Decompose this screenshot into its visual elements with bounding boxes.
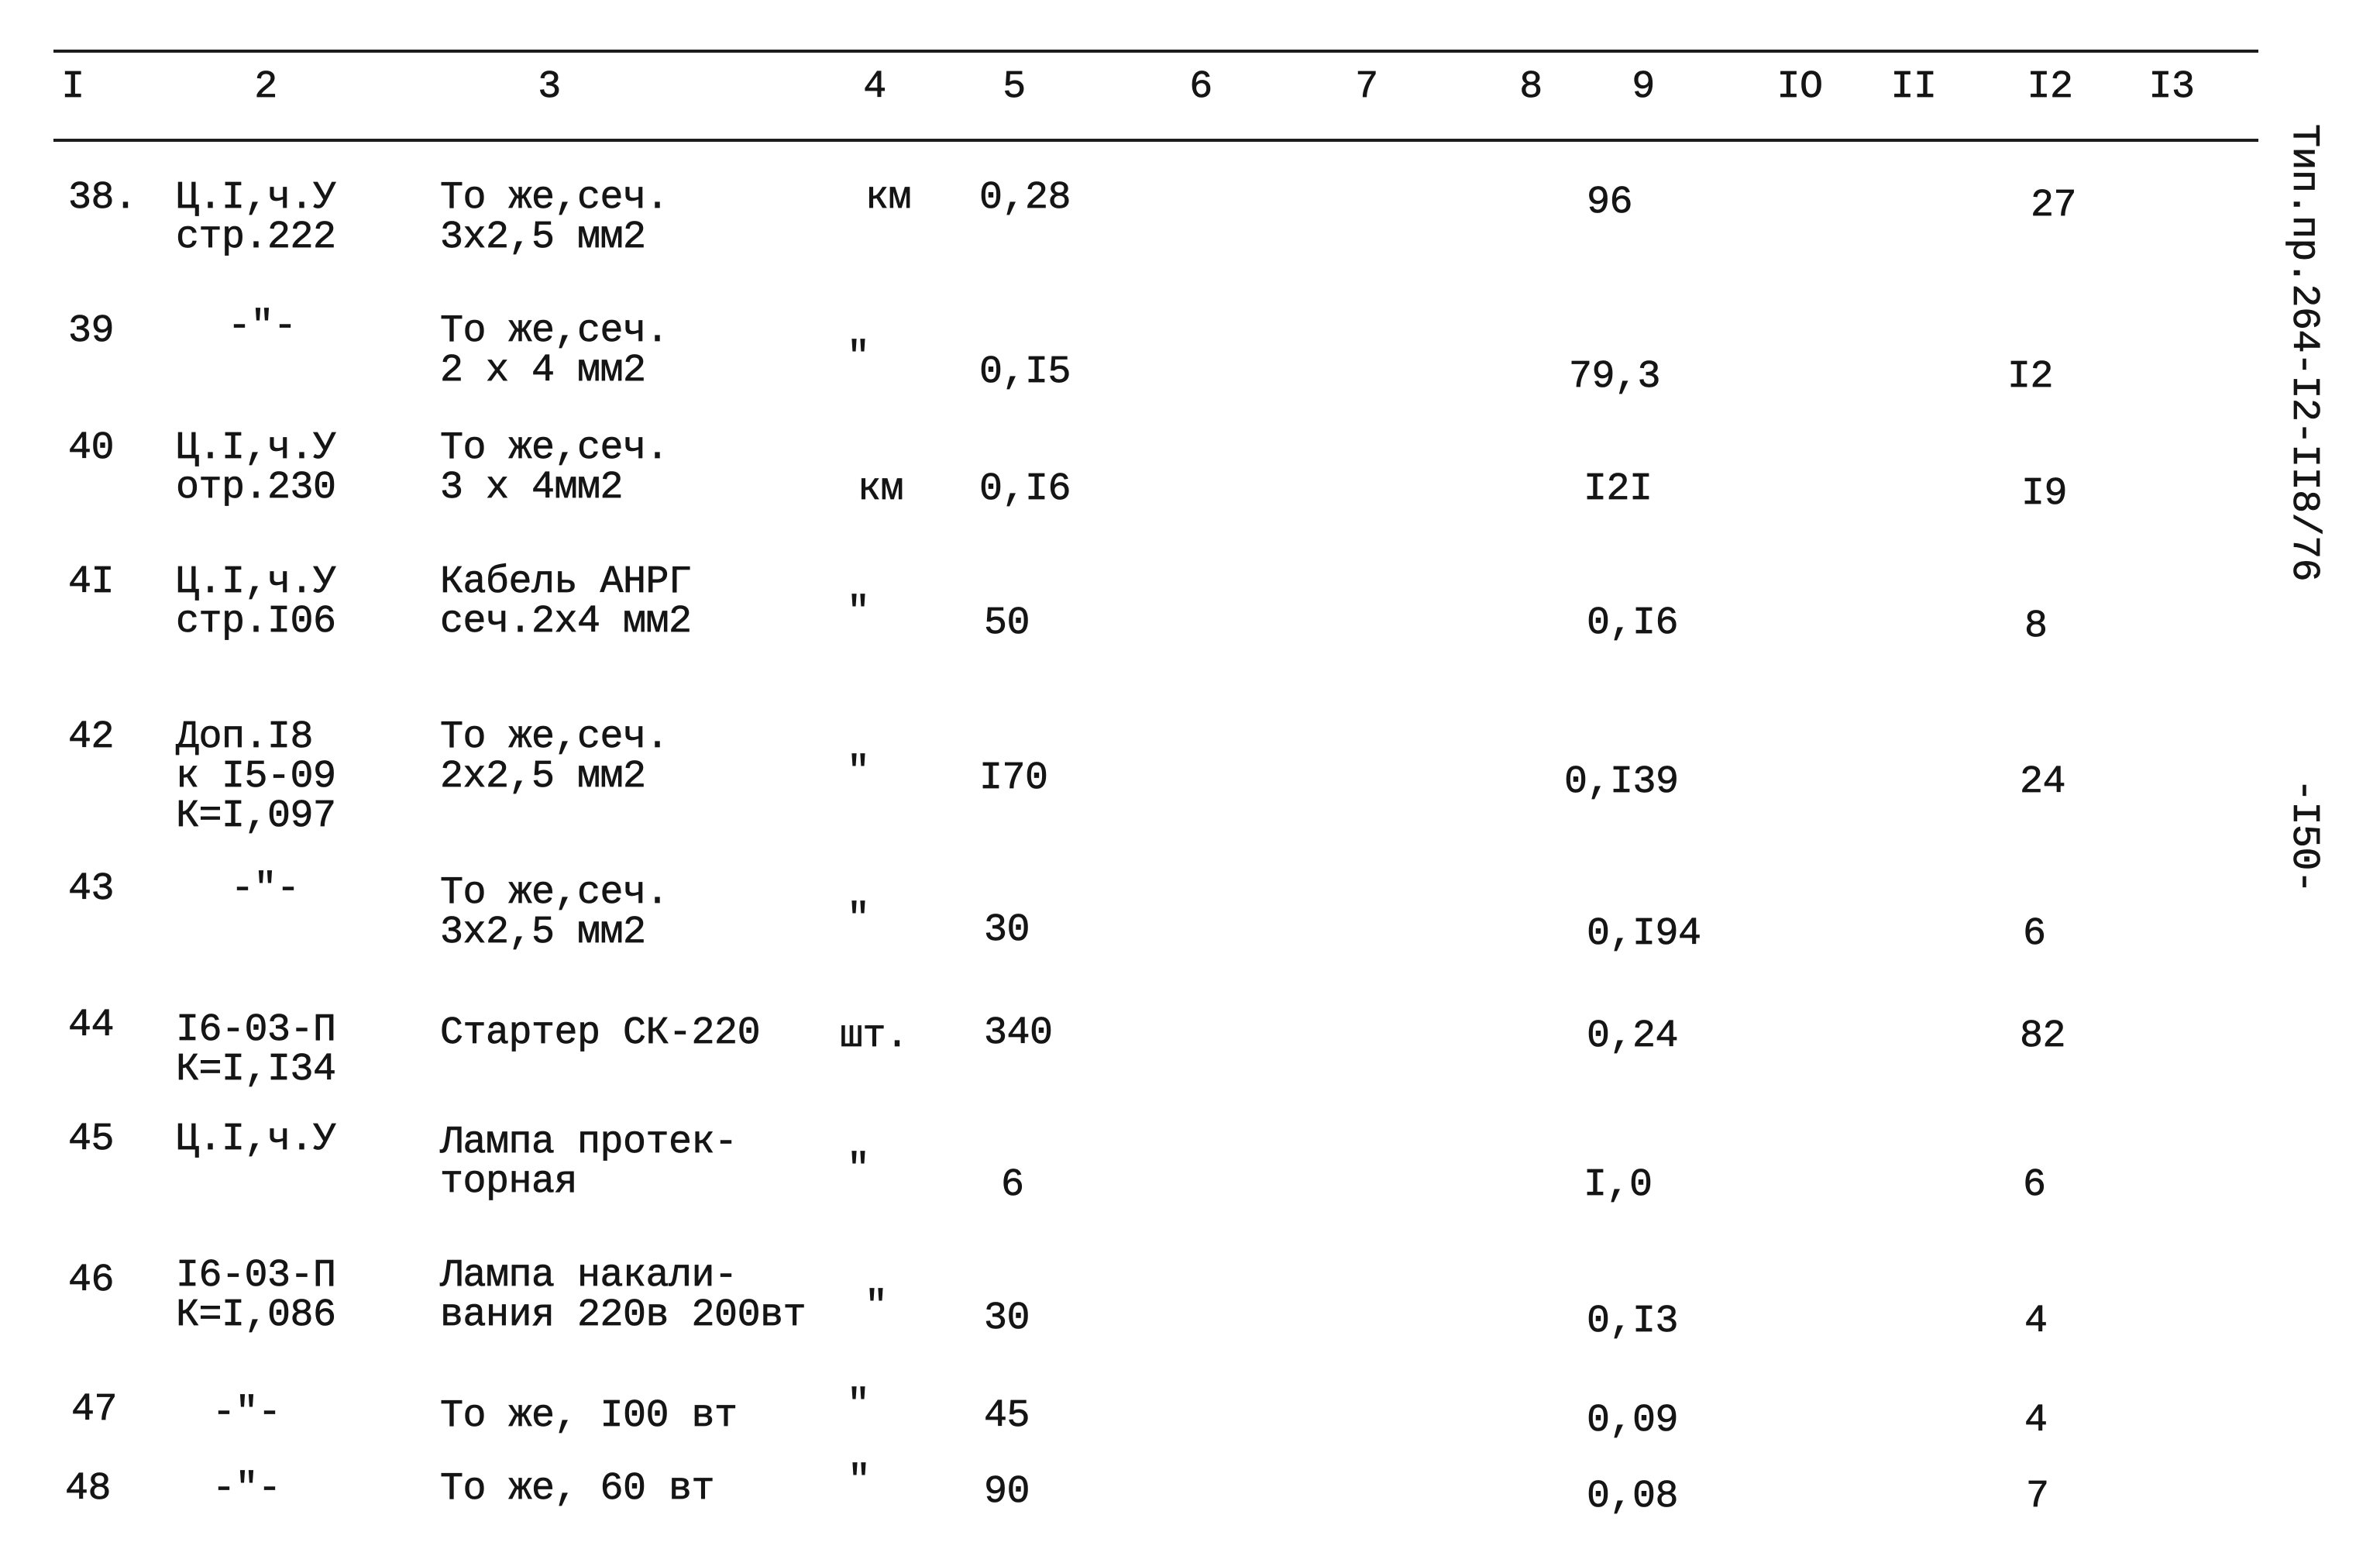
quantity-cell: 0,28 (979, 176, 1071, 220)
col12-value: 6 (2023, 912, 2046, 956)
reference-cell: I6-03-П К=I,086 (176, 1254, 336, 1337)
unit-cell: " (847, 1383, 870, 1427)
quantity-cell: 50 (984, 601, 1030, 645)
col12-value: 27 (2031, 184, 2077, 228)
col9-value: 0,I3 (1587, 1300, 1679, 1344)
column-header-2: 2 (254, 65, 277, 109)
item-name-cell: То же,сеч. 3 х 4мм2 (440, 426, 669, 510)
col9-value: 0,08 (1587, 1475, 1679, 1519)
col12-value: 82 (2020, 1014, 2066, 1059)
col12-value: 4 (2024, 1399, 2048, 1443)
column-header-3: 3 (538, 65, 561, 109)
row-number: 4I (68, 560, 115, 604)
item-name-cell: То же,сеч. 3х2,5 мм2 (440, 871, 669, 955)
col12-value: 4 (2024, 1300, 2048, 1344)
row-number: 47 (71, 1388, 118, 1432)
reference-cell: -"- (212, 1391, 281, 1435)
quantity-cell: 6 (1001, 1163, 1024, 1207)
unit-cell: " (847, 590, 870, 635)
item-name-cell: Стартер СК-220 (440, 1011, 761, 1055)
unit-cell: шт. (840, 1014, 909, 1059)
column-header-9: 9 (1632, 65, 1655, 109)
top-rule (53, 50, 2258, 53)
column-header-12: I2 (2027, 65, 2073, 109)
col9-value: 0,I94 (1587, 912, 1701, 956)
column-header-4: 4 (863, 65, 886, 109)
unit-cell: " (847, 750, 870, 794)
reference-cell: -"- (212, 1467, 281, 1511)
col9-value: 0,I39 (1564, 760, 1679, 804)
row-number: 48 (65, 1467, 112, 1511)
col9-value: 79,3 (1569, 355, 1661, 399)
item-name-cell: Лампа накали- вания 220в 200вт (440, 1254, 807, 1337)
quantity-cell: I70 (979, 756, 1048, 800)
column-header-6: 6 (1189, 65, 1212, 109)
column-header-1: I (61, 65, 84, 109)
row-number: 45 (68, 1117, 115, 1162)
row-number: 46 (68, 1258, 115, 1303)
col9-value: I2I (1584, 467, 1653, 511)
reference-cell: Доп.I8 к I5-09 К=I,097 (176, 715, 336, 838)
row-number: 38. (68, 176, 137, 220)
unit-cell: " (847, 897, 870, 942)
item-name-cell: То же, 60 вт (440, 1467, 715, 1511)
col9-value: 0,24 (1587, 1014, 1679, 1059)
col9-value: 0,09 (1587, 1399, 1679, 1443)
reference-cell: Ц.I,ч.У стр.222 (176, 176, 336, 260)
col12-value: 7 (2026, 1475, 2049, 1519)
quantity-cell: 30 (984, 1296, 1030, 1341)
header-rule (53, 139, 2258, 142)
col12-value: 6 (2023, 1163, 2046, 1207)
unit-cell: " (847, 336, 870, 380)
col12-value: I2 (2007, 355, 2054, 399)
item-name-cell: То же,сеч. 3х2,5 мм2 (440, 176, 669, 260)
col9-value: 96 (1587, 181, 1633, 225)
column-header-5: 5 (1003, 65, 1026, 109)
unit-cell: " (865, 1285, 888, 1329)
quantity-cell: 45 (984, 1394, 1030, 1438)
row-number: 39 (68, 309, 115, 353)
item-name-cell: То же,сеч. 2х2,5 мм2 (440, 715, 669, 799)
quantity-cell: 90 (984, 1470, 1030, 1514)
reference-cell: -"- (231, 867, 300, 911)
col9-value: I,0 (1584, 1163, 1653, 1207)
column-header-8: 8 (1519, 65, 1543, 109)
row-number: 44 (68, 1003, 115, 1048)
page-number: -I50- (2282, 779, 2326, 893)
reference-cell: -"- (228, 305, 297, 349)
document-code: Тип.пр.264-I2-II8/76 (2282, 124, 2326, 582)
column-header-11: II (1890, 65, 1937, 109)
col12-value: 24 (2020, 760, 2066, 804)
col9-value: 0,I6 (1587, 601, 1679, 645)
unit-cell: км (865, 176, 912, 220)
column-header-10: IO (1776, 65, 1823, 109)
col12-value: 8 (2024, 604, 2048, 649)
item-name-cell: То же, I00 вт (440, 1394, 738, 1438)
reference-cell: Ц.I,ч.У (176, 1117, 336, 1162)
quantity-cell: 30 (984, 908, 1030, 952)
row-number: 43 (68, 867, 115, 911)
column-header-7: 7 (1355, 65, 1378, 109)
quantity-cell: 340 (984, 1011, 1053, 1055)
unit-cell: " (848, 1459, 871, 1503)
reference-cell: Ц.I,ч.У отр.230 (176, 426, 336, 510)
item-name-cell: Кабель АНРГ сеч.2х4 мм2 (440, 560, 692, 644)
item-name-cell: Лампа протек- торная (440, 1121, 738, 1204)
column-header-13: I3 (2148, 65, 2195, 109)
quantity-cell: 0,I5 (979, 350, 1071, 394)
unit-cell: км (858, 467, 904, 511)
reference-cell: Ц.I,ч.У стр.I06 (176, 560, 336, 644)
col12-value: I9 (2021, 472, 2068, 516)
row-number: 42 (68, 715, 115, 759)
quantity-cell: 0,I6 (979, 467, 1071, 511)
row-number: 40 (68, 426, 115, 470)
item-name-cell: То же,сеч. 2 х 4 мм2 (440, 309, 669, 393)
reference-cell: I6-03-П К=I,I34 (176, 1008, 336, 1092)
unit-cell: " (847, 1148, 870, 1192)
